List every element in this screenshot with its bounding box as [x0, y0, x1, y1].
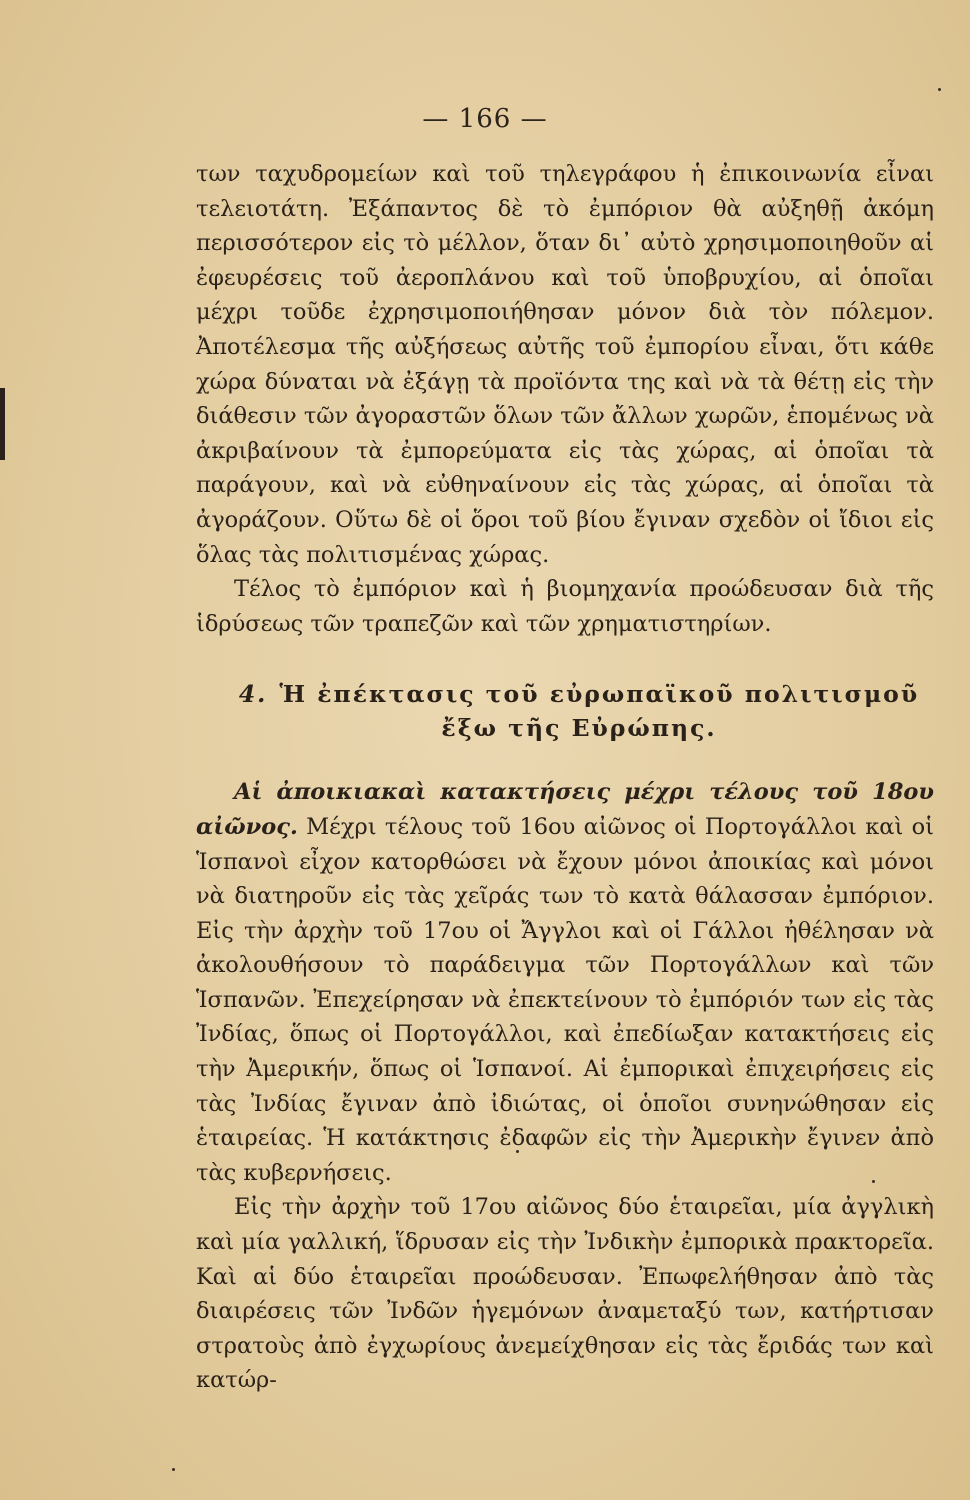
lead-in-title: Αἱ ἀποικιακαὶ κατακτήσεις μέχρι τέλους τοῦ 18ου αἰῶνος. [196, 779, 934, 840]
paragraph-banks: Τέλος τὸ ἐμπόριον καὶ ἡ βιομηχανία προώδευσαν διὰ τῆς ἱδρύσεως τῶν τραπεζῶν καὶ τῶν χρηματιστηρίων. [196, 576, 934, 637]
section-title-line2: ἔξω τῆς Εὐρώπης. [441, 714, 717, 743]
paragraph-companies: Εἰς τὴν ἀρχὴν τοῦ 17ου αἰῶνος δύο ἑταιρεῖαι, μία ἀγγλικὴ καὶ μία γαλλική, ἵδρυσαν εἰς τὴν Ἰνδικὴν ἐμπορικὰ πρακτορεῖα. Καὶ αἱ δύο ἑταιρεῖαι προώδευσαν. Ἐπωφελήθησαν ἀπὸ τὰς διαιρέσεις τῶν Ἰνδῶν ἡγεμόνων ἀναμεταξύ των, κατήρτισαν στρατοὺς ἀπὸ ἐγχωρίους ἀνεμείχθησαν εἰς τὰς ἔριδάς των καὶ κατώρ- [196, 1194, 934, 1394]
paragraph-colonial-conquests [196, 775, 934, 1190]
paragraph-colonial-text: Μέχρι τέλους τοῦ 16ου αἰῶνος οἱ Πορτογάλλοι καὶ οἱ Ἱσπανοὶ εἶχον κατορθώσει νὰ ἔχουν μόνοι ἀποικίας καὶ μόνοι νὰ διατηροῦν εἰς τὰς χεῖράς των τὸ κατὰ θάλασσαν ἐμπόριον. Εἰς τὴν ἀρχὴν τοῦ 17ου οἱ Ἄγγλοι καὶ οἱ Γάλλοι ἠθέλησαν νὰ ἀκολουθήσουν τὸ παράδειγμα τῶν Πορτογάλλων καὶ τῶν Ἱσπανῶν. Ἐπεχείρησαν νὰ ἐπεκτείνουν τὸ ἐμπόριόν των εἰς τὰς Ἰνδίας, ὅπως οἱ Πορτογάλλοι, καὶ ἐπεδίωξαν κατακτήσεις εἰς τὴν Ἀμερικήν, ὅπως οἱ Ἱσπανοί. Αἱ ἐμπορικαὶ ἐπιχειρήσεις εἰς τὰς Ἰνδίας ἔγιναν ἀπὸ ἰδιώτας, οἱ ὁποῖοι συνηνώθησαν εἰς ἑταιρείας. Ἡ κατάκτησις ἐδαφῶν εἰς τὴν Ἀμερικὴν ἔγινεν ἀπὸ τὰς κυβερνήσεις. [196, 813, 934, 1186]
paragraph-continued: των ταχυδρομείων καὶ τοῦ τηλεγράφου ἡ ἐπικοινωνία εἶναι τελειοτάτη. Ἐξάπαντος δὲ τὸ ἐμπόριον θὰ αὐξηθῇ ἀκόμη περισσότερον εἰς τὸ μέλλον, ὅταν δι᾽ αὐτὸ χρησιμοποιηθοῦν αἱ ἐφευρέσεις τοῦ ἀεροπλάνου καὶ τοῦ ὑποβρυχίου, αἱ ὁποῖαι μέχρι τοῦδε ἐχρησιμοποιήθησαν μόνον διὰ τὸν πόλεμον. Ἀποτέλεσμα τῆς αὐξήσεως αὐτῆς τοῦ ἐμπορίου εἶναι, ὅτι κάθε χώρα δύναται νὰ ἐξάγῃ τὰ προϊόντα της καὶ νὰ τὰ θέτῃ εἰς τὴν διάθεσιν τῶν ἀγοραστῶν ὅλων τῶν ἄλλων χωρῶν, ἑπομένως νὰ ἀκριβαίνουν τὰ ἐμπορεύματα εἰς τὰς χώρας, αἱ ὁποῖαι τὰ παράγουν, καὶ νὰ εὐθηναίνουν εἰς τὰς χώρας, αἱ ὁποῖαι τὰ ἀγοράζουν. Οὕτω δὲ οἱ ὅροι τοῦ βίου ἔγιναν σχεδὸν οἱ ἴδιοι εἰς ὅλας τὰς πολιτισμένας χώρας. [196, 161, 934, 568]
section-title-line1: Ἡ ἐπέκτασις τοῦ εὐρωπαϊκοῦ πολιτισμοῦ [279, 680, 920, 709]
section-heading [196, 677, 934, 745]
paper-speck [172, 1468, 175, 1471]
page-number: — 166 — [422, 104, 548, 134]
paper-speck [938, 88, 941, 91]
binding-shadow [0, 388, 5, 460]
text-column [196, 157, 934, 1398]
section-number: 4. [238, 680, 268, 709]
